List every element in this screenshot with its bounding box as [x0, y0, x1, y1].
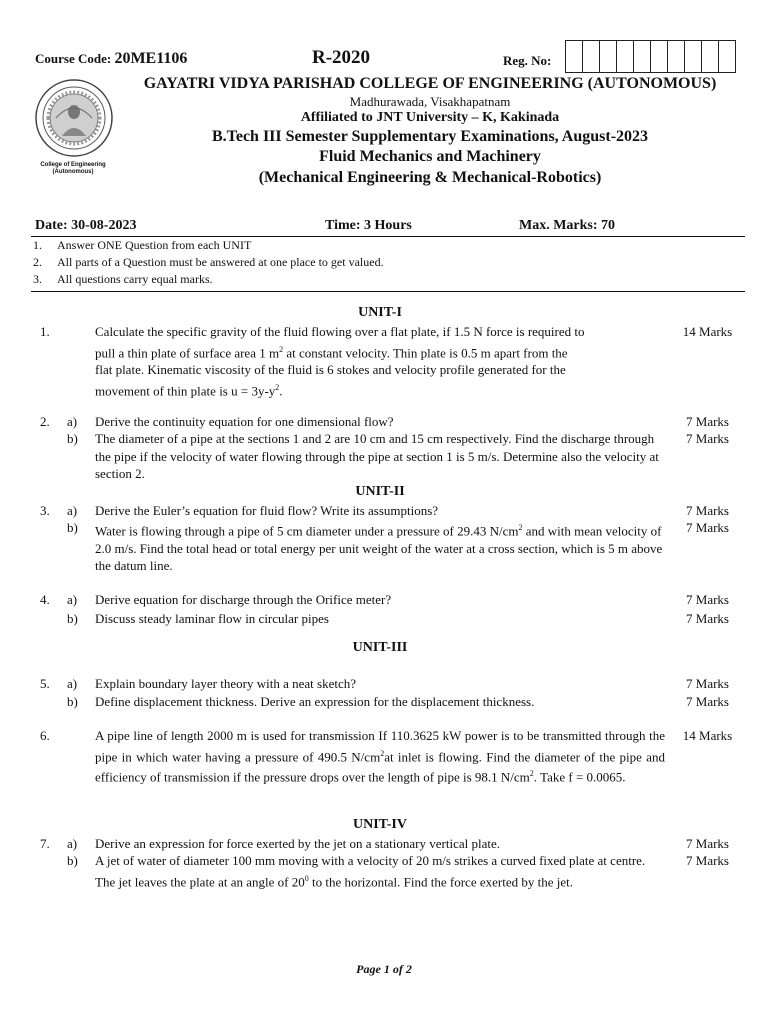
question-marks: 7 Marks: [686, 520, 729, 535]
question-5b-text: Define displacement thickness. Derive an expression for the displacement thickness.: [95, 694, 535, 709]
question-3a-text: Derive the Euler’s equation for fluid flow? Write its assumptions?: [95, 503, 439, 518]
course-code-label: Course Code:: [35, 51, 112, 66]
part-label: a): [67, 592, 78, 607]
question-marks: 7 Marks: [686, 592, 729, 607]
logo-caption: College of Engineering (Autonomous): [40, 162, 106, 175]
unit-heading: UNIT-IV: [353, 817, 407, 832]
unit-heading: UNIT-III: [352, 640, 408, 655]
question-number: 7.: [40, 836, 50, 851]
subject-title: Fluid Mechanics and Machinery: [319, 148, 541, 165]
part-label: a): [67, 414, 78, 429]
affiliation: Affiliated to JNT University – K, Kakinada: [300, 110, 560, 125]
question-marks: 7 Marks: [686, 414, 729, 429]
question-marks: 7 Marks: [686, 694, 729, 709]
instruction-item: 1. Answer ONE Question from each UNIT: [33, 238, 252, 252]
college-seal-logo: [34, 78, 114, 158]
question-3b-text: Water is flowing through a pipe of 5 cm diameter under a pressure of 29.43 $N/cm^2$ and with mean velocity of 2.0 m/s. Find the total head or total energy per unit weight of the water at a cross section, which is 5 m above the datum line.: [95, 523, 663, 574]
question-marks: 7 Marks: [686, 853, 729, 868]
reg-no-label: Reg. No:: [503, 53, 552, 68]
exam-title: B.Tech III Semester Supplementary Examinations, August-2023: [211, 128, 649, 145]
reg-no-boxes[interactable]: [565, 40, 736, 73]
question-marks: 7 Marks: [686, 836, 729, 851]
question-number: 4.: [40, 592, 50, 607]
branch-title: (Mechanical Engineering & Mechanical-Robotics): [258, 169, 602, 186]
question-7b-text: A jet of water of diameter 100 mm moving with a velocity of 20 m/s strikes a curved fixed plate at centre. The jet leaves the plate at an angle of $20^0$ to the horizontal. Find the force exerted by the jet.: [95, 853, 646, 889]
part-label: b): [67, 853, 78, 868]
question-number: 1.: [40, 324, 50, 339]
part-label: a): [67, 836, 78, 851]
question-2b-text: The diameter of a pipe at the sections 1 and 2 are 10 cm and 15 cm respectively. Find the discharge through the pipe if the velocity of water flowing through the pipe at section 1 is 5 m/s. Determine also the velocity at section 2.: [95, 431, 659, 481]
question-number: 6.: [40, 728, 50, 743]
instruction-item: 3. All questions carry equal marks.: [33, 272, 213, 286]
question-2a-text: Derive the continuity equation for one dimensional flow?: [95, 414, 394, 429]
college-name: GAYATRI VIDYA PARISHAD COLLEGE OF ENGINEERING (AUTONOMOUS): [143, 75, 717, 92]
question-5a-text: Explain boundary layer theory with a neat sketch?: [95, 676, 356, 691]
question-marks: 14 Marks: [682, 728, 733, 743]
divider: [31, 291, 745, 292]
part-label: b): [67, 520, 78, 535]
instruction-item: 2. All parts of a Question must be answered at one place to get valued.: [33, 255, 384, 269]
page-number: Page 1 of 2: [356, 962, 412, 976]
exam-date: Date: 30-08-2023: [35, 218, 137, 233]
question-number: 2.: [40, 414, 50, 429]
part-label: b): [67, 611, 78, 626]
question-number: 3.: [40, 503, 50, 518]
question-7a-text: Derive an expression for force exerted by the jet on a stationary vertical plate.: [95, 836, 500, 851]
part-label: a): [67, 676, 78, 691]
college-address: Madhurawada, Visakhapatnam: [349, 94, 511, 109]
course-code: [35, 50, 187, 68]
question-4b-text: Discuss steady laminar flow in circular pipes: [95, 611, 329, 626]
question-number: 5.: [40, 676, 50, 691]
question-4a-text: Derive equation for discharge through the Orifice meter?: [95, 592, 392, 607]
part-label: b): [67, 431, 78, 446]
question-marks: 14 Marks: [682, 324, 733, 339]
course-code-value: 20ME1106: [114, 50, 188, 67]
question-1-text: Calculate the specific gravity of the fluid flowing over a flat plate, if 1.5 N force is required to pull a thin plate of surface area 1 $m^2$ at constant velocity. Thin plate is 0.5 m apart from the flat plate. Kinematic viscosity of the fluid is 6 stokes and velocity profile generated for the movement of thin plate is $u = 3y-y^2$.: [95, 324, 585, 399]
question-6-text: A pipe line of length 2000 m is used for transmission If 110.3625 kW power is to be transmitted through the pipe in which water having a pressure of 490.5 $N/cm^2at$ inlet is flowing. Find the diameter of the pipe and efficiency of transmission if the pressure drops over the length of pipe is 98.1 $N/cm^2$. Take f = 0.0065.: [95, 728, 666, 785]
part-label: b): [67, 694, 78, 709]
question-marks: 7 Marks: [686, 676, 729, 691]
unit-heading: UNIT-II: [355, 484, 405, 499]
unit-heading: UNIT-I: [358, 305, 402, 320]
regulation: R-2020: [312, 47, 371, 68]
max-marks: Max. Marks: 70: [519, 218, 616, 233]
exam-time: Time: 3 Hours: [325, 218, 412, 233]
question-marks: 7 Marks: [686, 431, 729, 446]
question-marks: 7 Marks: [686, 611, 729, 626]
part-label: a): [67, 503, 78, 518]
question-marks: 7 Marks: [686, 503, 729, 518]
divider: [31, 236, 745, 237]
